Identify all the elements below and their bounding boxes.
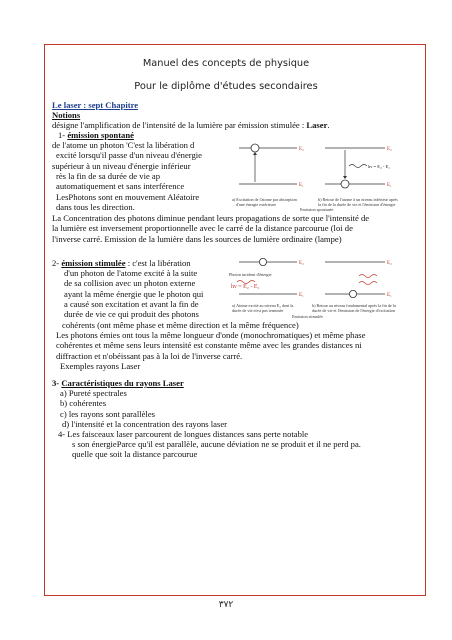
s1-lines-line: dans tous les direction. (56, 201, 135, 212)
s3-heading: 3- Caractéristiques du rayons Laser (52, 378, 184, 388)
notions-definition: désigne l'amplification de l'intensité de la lumière par émission stimulée : Laser. (52, 120, 330, 130)
excited-atom (259, 258, 266, 265)
fig1-caption-b2: la fin de la durée de vie et l'émission d'énergie (318, 202, 396, 207)
s2-lines-line: de sa collision avec un photon externe (64, 278, 196, 289)
s2-lines-line: cohérents (ont même phase et même direction et la même fréquence) (62, 319, 299, 330)
relaxed-atom (349, 290, 356, 297)
s1-para-line: La Concentration des photons diminue pendant leurs propagations de sorte que l'intensité de (52, 213, 370, 223)
label-e2-d: E₂ (387, 261, 392, 266)
header-subtitle: Pour le diplôme d'études secondaires (134, 81, 318, 92)
s1-lines-line: automatiquement et sans interférence (56, 181, 185, 192)
fig2-caption-a1: a) Atome excité au niveau E₂ dont la (232, 303, 294, 308)
s2-lines-line: d'un photon de l'atome excité à la suite (64, 268, 198, 278)
s2-para-line: diffraction et n'obéissant pas à la loi de l'inverse carré. (56, 350, 243, 361)
page-number: ٣٧٢ (218, 600, 234, 610)
chapter-title: Le laser : sept Chapitre (52, 100, 139, 110)
s2-lines-line: durée de vie ce qui produit des photons (64, 309, 199, 320)
fig2-caption-a2: durée de vie n'est pas terminée (232, 308, 284, 313)
electron-excited (251, 144, 259, 152)
fig2-caption-b2: durée de vie et l'émission de l'énergie d'excitation (312, 308, 395, 313)
s3-items-line: b) cohérentes (60, 398, 107, 409)
fig1-caption-b1: b) Retour de l'atome à un niveau inférieur après (318, 197, 398, 202)
fig2-hv-label: hν = E₂ - E₁ (231, 284, 260, 290)
fig1-caption-title: Emission spontanée (300, 207, 334, 212)
s2-para-line: Les photons émies ont tous la même longueur d'onde (monochromatiques) et même phase (56, 330, 366, 340)
fig1-caption-a2: d'une énergie extérieure (236, 202, 276, 207)
fig2-incident-label: Photon incident d'énergie (229, 272, 272, 277)
s1-lines-line: de l'atome un photon 'C'est la libération d (52, 140, 195, 150)
label-e2-c: E₂ (299, 261, 304, 266)
s4-line-1: 4- Les faisceaux laser parcourent de longues distances sans perte notable (58, 429, 309, 439)
s3-items-line: c) les rayons sont parallèles (60, 408, 155, 419)
stimulated-photon-wave-1-icon (359, 275, 377, 278)
label-e2-b: E₂ (387, 147, 392, 152)
label-e1-c: E₁ (299, 293, 304, 298)
s3-items-line: d) l'intensité et la concentration des rayons laser (62, 418, 228, 429)
photon-wave-icon (349, 165, 367, 168)
s4-line-2: s son énergieParce qu'il est parallèle, aucune déviation ne se produit et il ne perd pa. (72, 439, 361, 449)
s2-lines-line: ayant la même énergie que le photon qui (64, 288, 204, 299)
s4-line-3: quelle que soit la distance parcourue (72, 449, 198, 459)
stimulated-photon-wave-2-icon (359, 282, 377, 285)
s2-para-line: Exemples rayons Laser (60, 360, 141, 371)
electron-ground (341, 180, 349, 188)
s2-para-line: cohérentes et même sens leurs intensité est constante même avec les grandes distances ni (56, 340, 362, 351)
s2-heading: 2- émission stimulée : c'est la libération (52, 258, 191, 268)
spontaneous-emission-diagram (225, 140, 425, 202)
s1-para-line: l'inverse carré. Emission de la lumière dans les sources de lumière ordinaire (lampe) (52, 233, 342, 244)
fig2-caption-title: Emission stimulée (292, 314, 323, 319)
label-e1-a: E₁ (299, 183, 304, 188)
fig2-caption-b1: b) Retour au niveau fondamental après la fin de la (312, 303, 396, 308)
notions-heading: Notions (52, 110, 81, 120)
label-e2-a: E₂ (299, 147, 304, 152)
s1-lines-line: supérieur à un niveau d'énergie inférieur (52, 160, 191, 171)
header-title: Manuel des concepts de physique (142, 58, 310, 69)
s1-lines-line: excité lorsqu'il passe d'un niveau d'énergie (56, 150, 203, 161)
label-e1-d: E₁ (387, 293, 392, 298)
hv-label-a: hν = E₂ - E₁ (368, 164, 390, 169)
fig1-caption-a1: a) Excitation de l'atome par absorption (232, 197, 297, 202)
s2-lines-line: a causé son excitation et avant la fin de (64, 298, 199, 309)
s1-lines-line: LesPhotons sont en mouvement Aléatoire (56, 191, 200, 202)
label-e1-b: E₁ (387, 183, 392, 188)
s3-items-line: a) Pureté spectrales (60, 388, 127, 398)
s1-para-line: la lumière est inversement proportionnelle avec le carré de la distance parcourue (loi de (52, 223, 353, 234)
s1-heading: 1- émission spontané (58, 130, 134, 140)
s1-lines-line: rès la fin de sa durée de vie ap (56, 170, 161, 181)
